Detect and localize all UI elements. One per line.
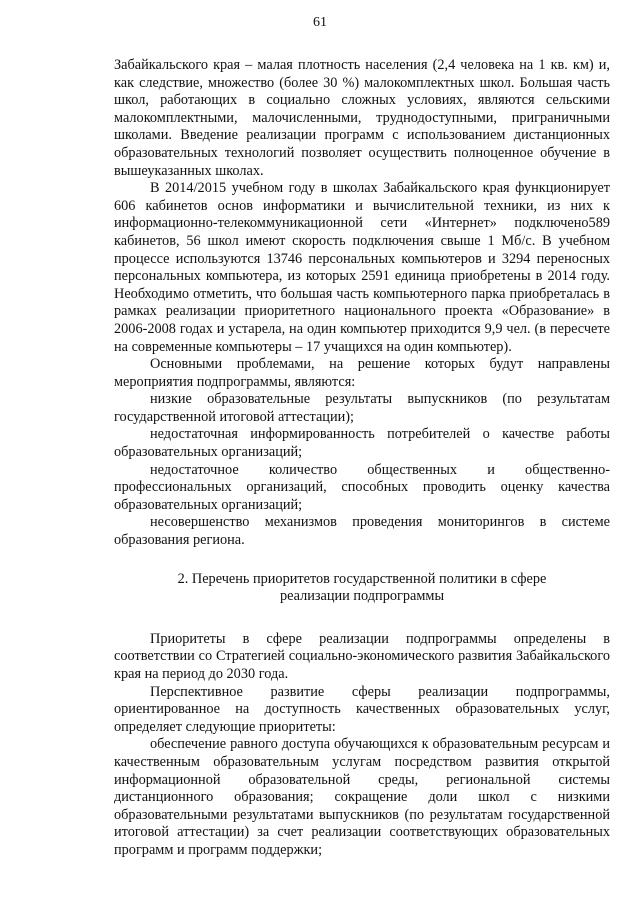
list-item-equal-access: обеспечение равного доступа обучающихся к образовательным ресурсам и качественным образовательным услугам посредством развития открытой информационной образовательной среды, региональной системы дистанционного образования; сокращение доли школ с низкими образовательными результатами выпускников (по результатам государственной итоговой аттестации) за счет реализации соответствующих образовательных программ и программ поддержки; — [114, 736, 610, 858]
section-heading-line-2: реализации подпрограммы — [279, 588, 445, 605]
page-number: 61 — [313, 15, 327, 30]
list-item-public-organizations: недостаточное количество общественных и общественно-профессиональных организаций, способных проводить оценку качества образовательных организаций; — [114, 461, 610, 513]
paragraph-perspective-development: Перспективное развитие сферы реализации подпрограммы, ориентированное на доступность качественных образовательных услуг, определяет следующие приоритеты: — [114, 683, 610, 735]
paragraph-priorities-strategy: Приоритеты в сфере реализации подпрограммы определены в соответствии со Стратегией социально-экономического развития Забайкальского края на период до 2030 года. — [114, 630, 610, 682]
paragraph-main-problems: Основными проблемами, на решение которых будут направлены мероприятия подпрограммы, являются: — [114, 356, 610, 390]
body-text — [114, 57, 610, 860]
list-item-monitoring: несовершенство механизмов проведения мониторингов в системе образования региона. — [114, 514, 610, 549]
section-heading-line-1: 2. Перечень приоритетов государственной политики в сфере — [177, 570, 547, 587]
list-item-insufficient-information: недостаточная информированность потребителей о качестве работы образовательных организаций; — [114, 426, 610, 461]
paragraph-computer-equipment: В 2014/2015 учебном году в школах Забайкальского края функционирует 606 кабинетов основ информатики и вычислительной техники, из них к информационно-телекоммуникационной сети «Интернет» подключено589 кабинетов, 56 школ имеют скорость подключения свыше 1 Мб/с. В учебном процессе используются 13746 персональных компьютеров и 3294 переносных персональных компьютера, из которых 2591 единица приобретены в 2014 году. Необходимо отметить, что большая часть компьютерного парка приобреталась в рамках реализации приоритетного национального проекта «Образование» в 2006-2008 годах и устарела, на один компьютер приходится 9,9 чел. (в пересчете на современные компьютеры – 17 учащихся на один компьютер). — [114, 180, 610, 355]
list-item-low-results: низкие образовательные результаты выпускников (по результатам государственной итоговой аттестации); — [114, 391, 610, 425]
paragraph-low-density: Забайкальского края – малая плотность населения (2,4 человека на 1 кв. км) и, как следствие, множество (более 30 %) малокомплектных школ. Большая часть школ, работающих в социально сложных условиях, являются сельскими малокомплектными, малочисленными, труднодоступными, приграничными школами. Введение реализации программ с использованием дистанционных образовательных технологий позволяет осуществить полноценное обучение в вышеуказанных школах. — [114, 57, 610, 179]
section-heading — [114, 571, 610, 606]
